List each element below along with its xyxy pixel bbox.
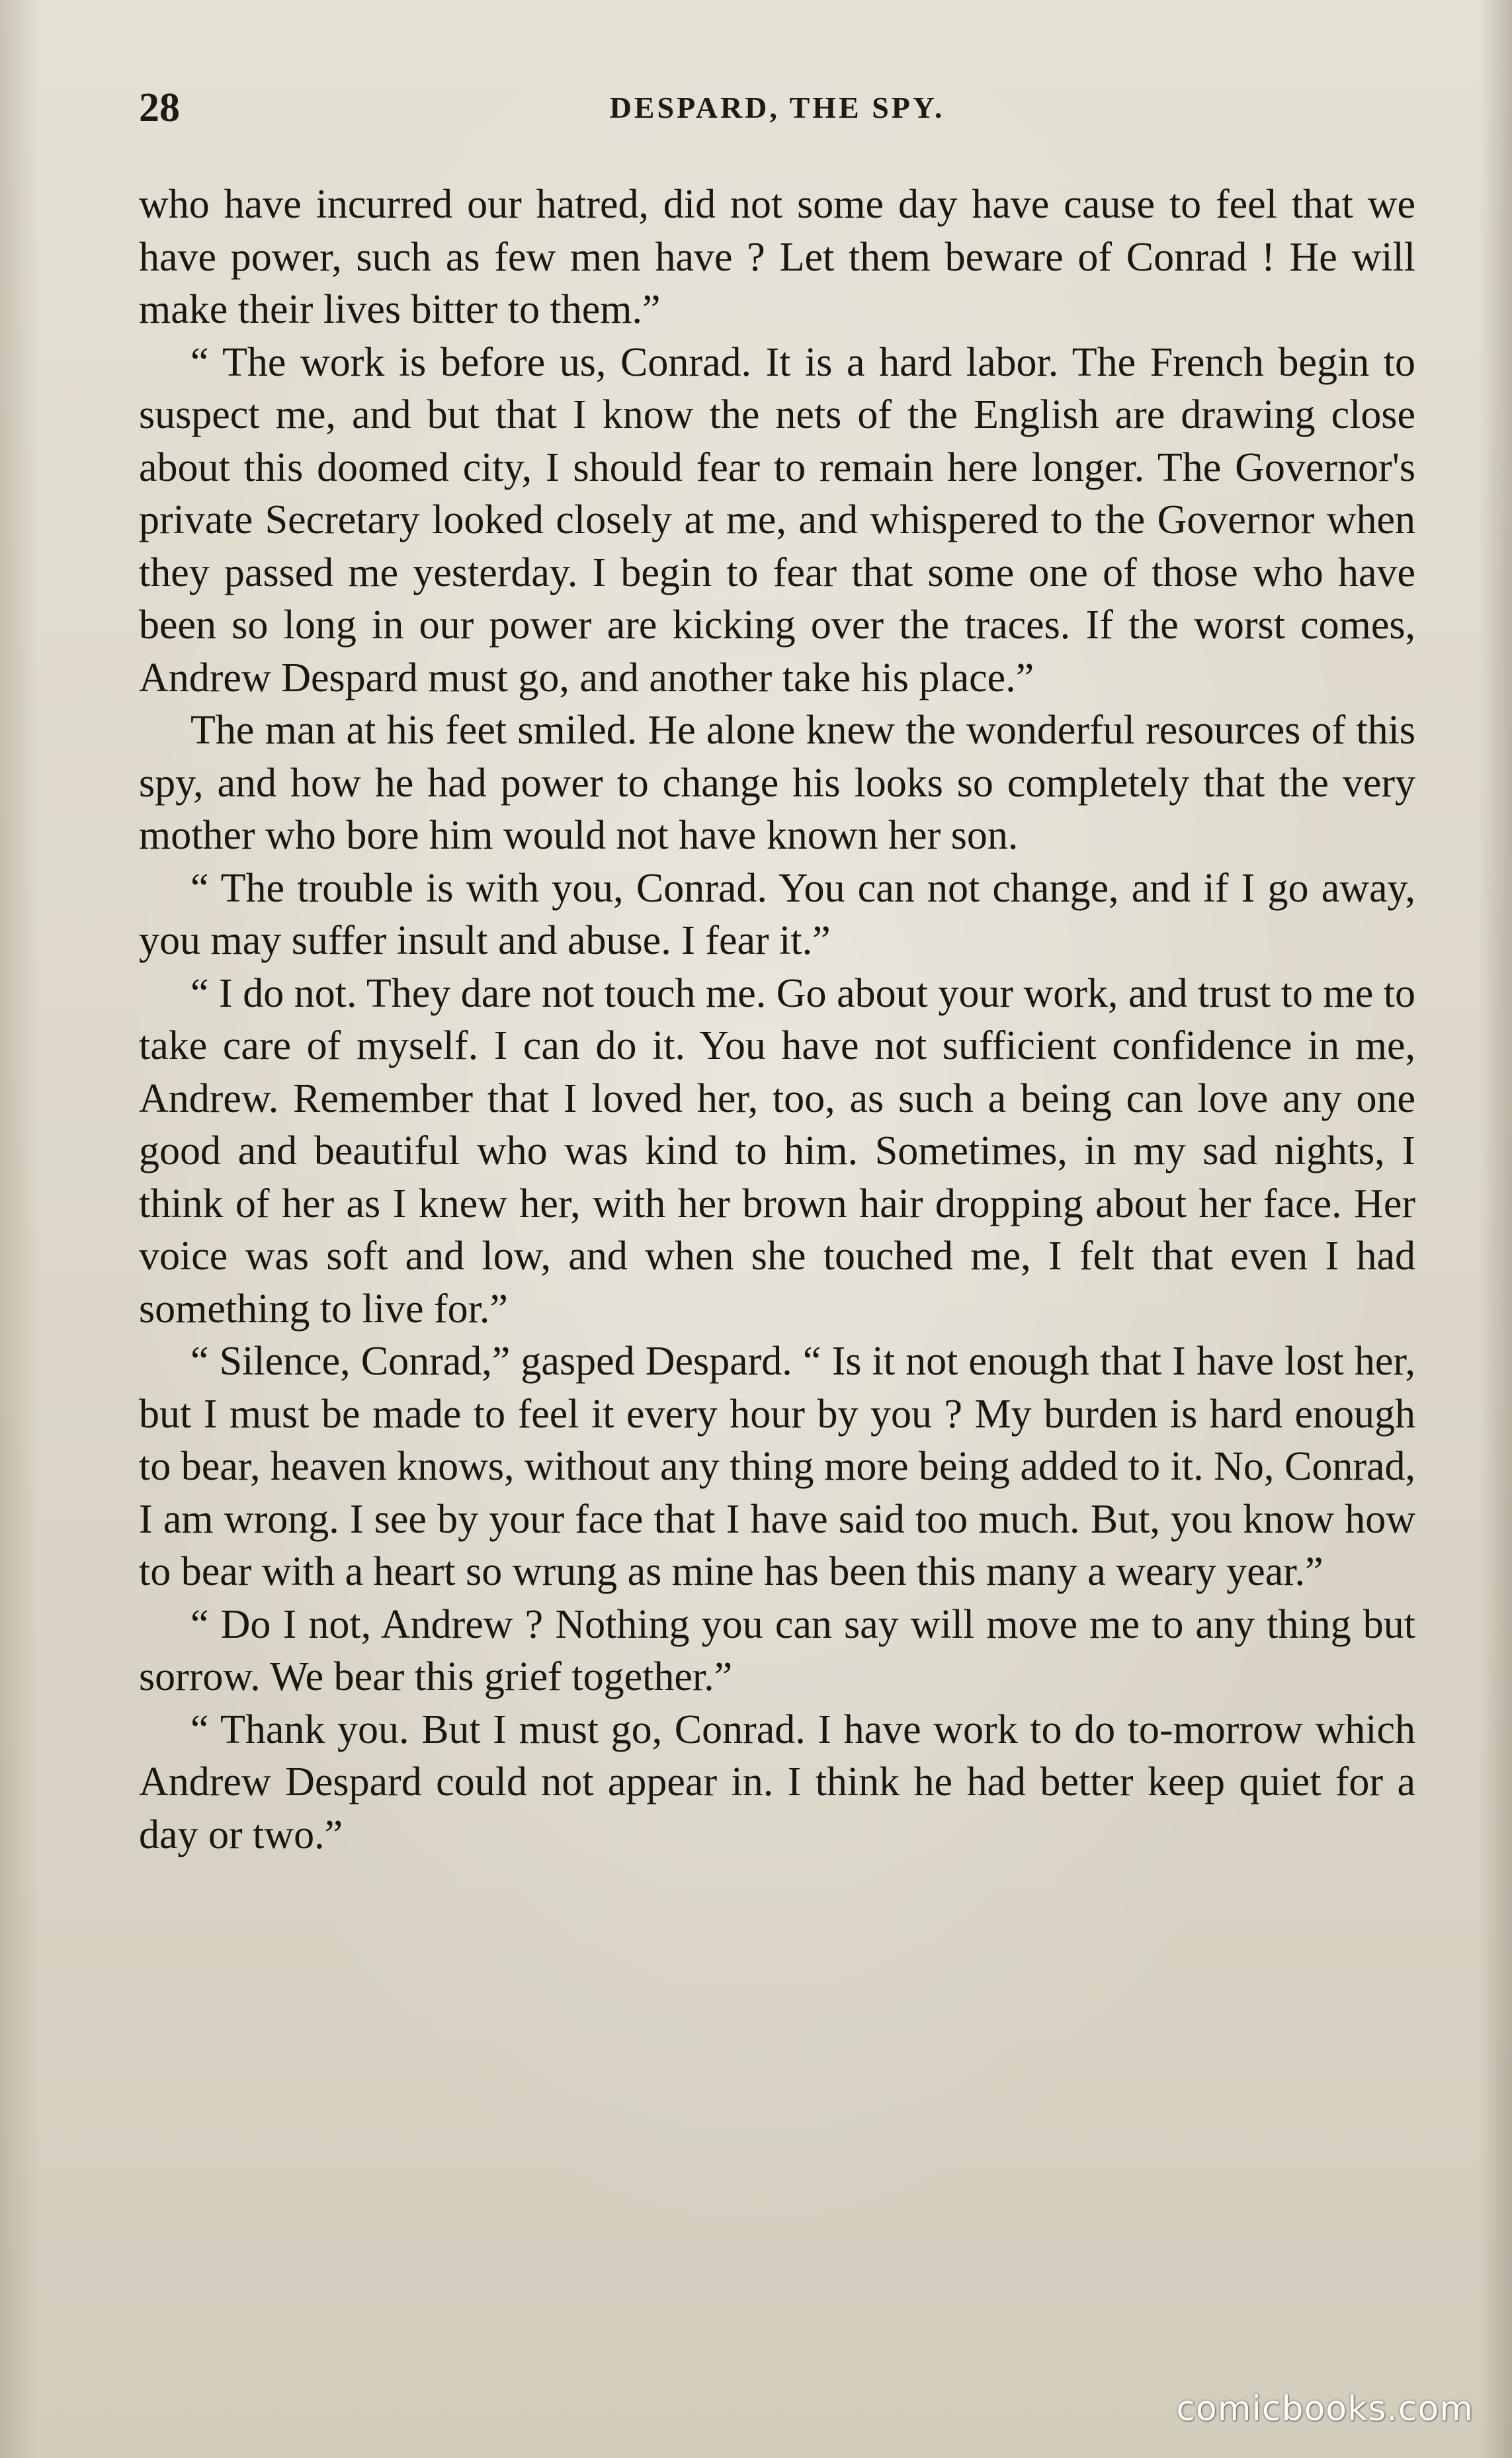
page-number: 28 (139, 85, 180, 130)
paragraph: “ Thank you. But I must go, Conrad. I have work to do to-morrow which Andrew Despard could not appear in. I think he had better keep quiet for a day or two.” (139, 1707, 1415, 1857)
paragraph: “ Do I not, Andrew ? Nothing you can say will move me to any thing but sorrow. We bear this grief together.” (139, 1601, 1415, 1699)
page-header (139, 78, 1415, 138)
watermark: comicbooks.com (1176, 2389, 1474, 2429)
running-title: DESPARD, THE SPY. (609, 91, 945, 124)
paragraph: “ Silence, Conrad,” gasped Despard. “ Is it not enough that I have lost her, but I must be made to feel it every hour by you ? My burden is hard enough to bear, heaven knows, without any thing more being added to it. No, Conrad, I am wrong. I see by your face that I have said too much. But, you know how to bear with a heart so wrung as mine has been this many a weary year.” (139, 1339, 1415, 1594)
paragraph: “ I do not. They dare not touch me. Go about your work, and trust to me to take care of myself. I can do it. You have not sufficient confidence in me, Andrew. Remember that I loved her, too, as such a being can love any one good and beautiful who was kind to him. Sometimes, in my sad nights, I think of her as I knew her, with her brown hair dropping about her face. Her voice was soft and low, and when she touched me, I felt that even I had something to live for.” (139, 970, 1415, 1332)
paragraph-continued: who have incurred our hatred, did not some day have cause to feel that we have power, such as few men have ? Let them beware of Conrad ! He will make their lives bitter to them.” (139, 182, 1415, 332)
page-edge-shadow-right (1479, 0, 1512, 2458)
paragraph: “ The work is before us, Conrad. It is a hard labor. The French begin to suspect me, and but that I know the nets of the English are drawing close about this doomed city, I should fear to remain here longer. The Governor's private Secretary looked closely at me, and whispered to the Governor when they passed me yesterday. I begin to fear that some one of those who have been so long in our power are kicking over the traces. If the worst comes, Andrew Despard must go, and another take his place.” (139, 339, 1415, 700)
body-text (139, 179, 1415, 1861)
page-edge-shadow-left (0, 0, 40, 2458)
paragraph: The man at his feet smiled. He alone knew the wonderful resources of this spy, and how he had power to change his looks so completely that the very mother who bore him would not have known her son. (139, 708, 1415, 858)
paragraph: “ The trouble is with you, Conrad. You can not change, and if I go away, you may suffer insult and abuse. I fear it.” (139, 865, 1415, 963)
